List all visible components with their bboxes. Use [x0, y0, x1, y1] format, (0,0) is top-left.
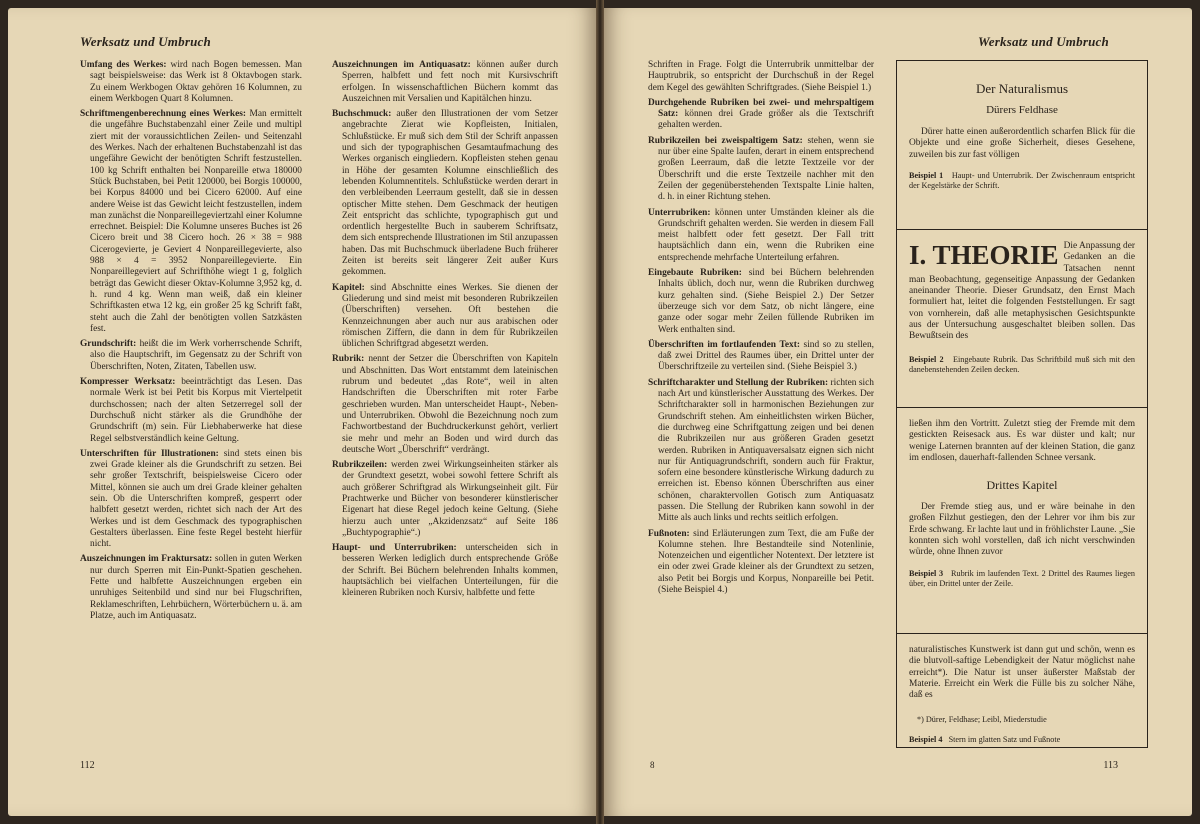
glossary-text: können außer durch Sperren, halbfett und fett noch mit Kursivschrift erfolgen. In wissenschaftlichen Büchern kommt das Auszeichnen mit Versalien und Kapitälchen hinzu.	[342, 60, 559, 104]
glossary-text: sind so zu stellen, daß zwei Drittel des Raumes über, ein Drittel unter der Überschriftzeile zu verteilen sind. (Siehe Beispiel 3.)	[658, 339, 874, 373]
glossary-term: Durchgehende Rubriken bei zwei- und mehrspaltigem Satz:	[648, 97, 874, 120]
right-page	[604, 8, 1192, 816]
glossary-entry	[80, 339, 302, 373]
glossary-term: Fußnoten:	[648, 528, 690, 539]
example-4-footnote: *) Dürer, Feldhase; Leibl, Miederstudie	[917, 715, 1047, 725]
glossary-text: können unter Umständen kleiner als die Grundschrift gehalten werden. Sie werden in diesem Fall meist halbfett oder fett gesetzt. Der Fall tritt hauptsächlich dann ein, wenn die Rubriken eine entsprechende mehrfache Unterteilung erfahren.	[658, 207, 874, 263]
example-3-caption	[909, 569, 1135, 589]
example-4-caption	[909, 735, 1135, 745]
example-3-title: Drittes Kapitel	[986, 478, 1058, 493]
glossary-text: nennt der Setzer die Überschriften von Kapiteln und Abschnitten. Das Wort entstammt dem lateinischen rubrum und bedeutet „das Rote“, weil in alten Handschriften die Überschriften mit roter Farbe geschrieben wurden. Man unterscheidet Haupt-, Neben- und Unterrubriken. Obwohl die Bezeichnung noch zum Fachwortbestand der Buchdruckerkunst gehört, verliert sie mehr und mehr an Boden und wird durch das deutsche Wort „Überschrift“ verdrängt.	[342, 354, 558, 455]
glossary-entry	[80, 377, 302, 445]
glossary-entry	[332, 543, 558, 599]
example-2	[897, 241, 1147, 375]
left-page	[8, 8, 596, 816]
example-4-text: naturalistisches Kunstwerk ist dann gut und schön, wenn es die blutvoll-saftige Lebendigkeit der Natur möglichst nahe erreicht*). Die Natur ist unser äußerster Maßstab der Materie. Erreicht ein Werk die Fülle bis zu solcher Nähe, daß es	[909, 645, 1135, 701]
glossary-term: Rubrik:	[332, 354, 365, 365]
glossary-entry	[332, 460, 558, 539]
glossary-entry	[648, 208, 874, 264]
glossary-entry	[80, 60, 302, 105]
glossary-text: können drei Grade größer als die Textschrift gehalten werden.	[658, 109, 874, 131]
left-column-2	[332, 60, 558, 604]
glossary-term: Rubrikzeilen:	[332, 460, 388, 471]
example-2-caption	[909, 353, 1135, 375]
glossary-entry	[648, 98, 874, 132]
example-3	[897, 419, 1147, 589]
glossary-term: Unterschriften für Illustrationen:	[80, 448, 219, 459]
glossary-entry	[648, 60, 874, 94]
glossary-text: stehen, wenn sie nur über eine Spalte laufen, derart in einem entsprechend großen Leerraum, daß die letzte Textzeile vor der Überschrift und die erste Textzeile nachher mit den Zeilen der gegenüberstehenden Textspalte Linie halten, d. h. in einer Richtung stehen.	[658, 135, 874, 203]
glossary-text: sind stets einen bis zwei Grade kleiner als die Grundschrift zu setzen. Bei sehr großer Textschrift, beispielsweise Cicero oder Mittel, können sie auch um drei Grade kleiner gehalten sein. Ob die Unterschriften kompreß, gesperrt oder halbfett gesetzt werden, richtet sich nach der Art des Werkes und ist dem Geschmack des typographischen Gestalters überlassen. Eine feste Regel besteht hierfür nicht.	[90, 448, 302, 550]
glossary-term: Überschriften im fortlaufenden Text:	[648, 339, 800, 350]
example-1-text: Dürer hatte einen außerordentlich scharfen Blick für die Objekte und eine große Sicherheit, dieses Gesehene, zuweilen bis zur fast völligen	[909, 127, 1135, 160]
glossary-entry	[648, 340, 874, 374]
glossary-term: Schriftcharakter und Stellung der Rubriken:	[648, 377, 829, 388]
glossary-entry	[80, 449, 302, 551]
glossary-term: Auszeichnungen im Antiquasatz:	[332, 60, 471, 70]
glossary-entry	[648, 268, 874, 336]
left-column-1	[80, 60, 302, 626]
glossary-term: Auszeichnungen im Fraktursatz:	[80, 554, 213, 565]
glossary-term: Eingebaute Rubriken:	[648, 268, 742, 279]
example-1-caption-text: Haupt- und Unterrubrik. Der Zwischenraum entspricht der Kegelstärke der Schrift.	[909, 170, 1136, 190]
example-1-label: Beispiel 1	[909, 170, 944, 180]
glossary-text: richten sich nach Art und künstlerischer Ausstattung des Werkes. Der Schriftcharakter soll in harmonischen Beziehungen zur Grundschrift stehen. Am einheitlichsten wirken Bücher, die durchweg eine Schriftgattung zeigen und bei denen die Rubrikzeilen nur aus größeren Graden gesetzt werden. Rubriken in Antiquaversalsatz eignen sich nicht nur für Antiquagrundschrift, sondern auch für Fraktur, sofern eine besondere künstlerische Wirkung dadurch zu erreichen ist. Ebenso können Überschriften aus einer schönen, charaktervollen Gotisch zum Antiquasatz passen. Die Stellung der Rubriken kann sowohl in der Mitte als auch links und rechts seitlich erfolgen.	[658, 377, 874, 524]
glossary-term: Rubrikzeilen bei zweispaltigem Satz:	[648, 135, 803, 146]
folio-left: 112	[80, 760, 95, 771]
signature-mark: 8	[650, 760, 655, 770]
divider-2	[897, 407, 1147, 408]
example-2-heading: I. THEORIE	[909, 240, 1059, 270]
glossary-term: Buchschmuck:	[332, 109, 392, 120]
glossary-term: Unterrubriken:	[648, 207, 711, 218]
example-4-caption-text: Stern im glatten Satz und Fußnote	[948, 735, 1061, 745]
glossary-text: Man ermittelt die ungefähre Buchstabenzahl einer Zeile und multipl ziert mit der voraussichtlichen Zeilen- und Seitenzahl des Werkes. Nach der erhaltenen Buchstabenzahl ist das ungefähre Gewicht der benötigten Schrift festzustellen. 100 kg Schrift enthalten bei Nonpareille etwa 180000 Stück Buchstaben, bei Petit 120000, bei Borgis 100000, bei Korpus 84000 und bei Cicero 62000. Auf eine andere Weise ist das Gewicht leicht festzustellen, indem man zunächst die Nonpareillegeviertzahl einer Kolumne errechnet. Beispiel: Die Kolumne unseres Buches ist 26 Cicero breit und 38 Cicero hoch. 26 × 38 = 988 Cicerogevierte, je Geviert 4 Nonpareillegevierte, also 988 × 4 = 3952 Nonpareillegevierte. Ein Nonpareillegeviert auf Schrifthöhe wiegt 1 g, folglich beträgt das Gewicht dieser Oktav-Kolumne 3,952 kg, d. h. rund 4 kg. Wenn man weiß, daß ein kleiner Schriftkasten etwa 12 kg, ein großer 25 kg Schrift faßt, steht auch die Zahl der benötigten vollen Satzkästen fest.	[90, 109, 302, 334]
example-1-title: Der Naturalismus	[975, 81, 1069, 96]
glossary-entry	[332, 283, 558, 351]
right-column	[648, 60, 874, 600]
book-gutter	[596, 0, 604, 824]
glossary-entry	[80, 109, 302, 335]
glossary-text: heißt die im Werk vorherrschende Schrift, also die Hauptschrift, im Gegensatz zu der Schrift von Überschriften, Noten, Zitaten, Tabellen usw.	[90, 339, 302, 372]
glossary-text: wird nach Bogen bemessen. Man sagt beispielsweise: das Werk ist 8 Oktavbogen stark. Zu einem Werkbogen Oktav gehören 16 Kolumnen, zu einem Werkbogen Quart 8 Kolumnen.	[90, 60, 302, 104]
glossary-term: Schriftmengenberechnung eines Werkes:	[80, 109, 247, 120]
example-3-text-before: ließen ihm den Vortritt. Zuletzt stieg der Fremde mit dem gestickten Reisesack aus. Es war düster und kalt; nur wenige Laternen brannten auf der kleinen Station, die ganz im endlosen, dauerhaft-fallenden Schnee versank.	[909, 419, 1135, 463]
example-4-label: Beispiel 4	[909, 735, 943, 745]
divider-1	[897, 229, 1147, 230]
glossary-text: Schriften in Frage. Folgt die Unterrubrik unmittelbar der Hauptrubrik, so entspricht der Durchschuß in der Regel dem Kegel des gewählten Schriftgrades. (Siehe Beispiel 1.)	[648, 60, 874, 93]
running-head-left: Werksatz und Umbruch	[80, 34, 211, 49]
glossary-term: Grundschrift:	[80, 339, 137, 350]
glossary-entry	[332, 354, 558, 456]
example-1-caption	[909, 171, 1135, 191]
glossary-text: unterscheiden sich in besseren Werken lediglich durch entsprechende Größe der Schrift. Bei Büchern belehrenden Inhalts kommen, hauptsächlich bei vielfachen Unterteilungen, für die kleineren Rubriken noch Kursiv, halbfette und fette	[342, 543, 558, 599]
example-1-subtitle: Dürers Feldhase	[986, 104, 1058, 116]
example-2-text: Die Anpassung der Gedanken an die Tatsachen nennt man Beobachtung, gegenseitige Anpassung der Gedanken aneinander Theorie. Dieser Grundsatz, den Ernst Mach formuliert hat, leitet die folgenden Feststellungen. Er sagt von vornherein, daß alle metaphysischen Gesichtspunkte aus der Untersuchung ausgeschaltet bleiben sollen. Das Bewußtsein des	[909, 241, 1135, 342]
glossary-text: beeinträchtigt das Lesen. Das normale Werk ist bei Petit bis Korpus mit Viertelpetit durchschossen; nach der alten Setzerregel soll der Durchschuß nicht stärker als die Grundhöhe der Grundschrift (m) sein. Für Liebhaberwerke hat diese Regel selbstverständlich keine Geltung.	[90, 377, 302, 444]
example-3-label: Beispiel 3	[909, 568, 944, 578]
example-1	[897, 79, 1147, 191]
example-3-caption-text: Rubrik im laufenden Text. 2 Drittel des Raumes liegen über, ein Drittel unter der Zeile.	[909, 568, 1136, 588]
glossary-term: Haupt- und Unterrubriken:	[332, 543, 457, 554]
divider-3	[897, 633, 1147, 634]
glossary-entry	[648, 529, 874, 597]
glossary-entry	[80, 554, 302, 622]
glossary-text: sollen in guten Werken nur durch Sperren mit Ein-Punkt-Spatien geschehen. Fette und halbfette Auszeichnungen ergeben ein unruhiges Seitenbild und sind nur bei Flugschriften, Reklameschriften, Lehrbüchern, Wörterbüchern u. ä. am Platze, auch im Antiquasatz.	[90, 554, 302, 621]
glossary-text: sind Erläuterungen zum Text, die am Fuße der Kolumne stehen. Ihre Bestandteile sind Notenlinie, Notenzeichen und eigentlicher Notentext. Der letztere ist ein oder zwei Grade kleiner als der Grundtext zu setzen, also Petit bei Borgis und Korpus, Nonpareille bei Petit. (Siehe Beispiel 4.)	[658, 528, 874, 596]
glossary-entry	[332, 60, 558, 105]
glossary-text: sind Abschnitte eines Werkes. Sie dienen der Gliederung und sind meist mit besonderen Rubrikzeilen (Überschriften) versehen. Oft bestehen die Kennzeichnungen aber auch nur aus arabischen oder römischen Ziffern, die dann in dem für Rubrikzeilen üblichen Schriftgrad abgesetzt werden.	[342, 282, 558, 350]
glossary-term: Umfang des Werkes:	[80, 60, 167, 70]
glossary-text: werden zwei Wirkungseinheiten stärker als der Grundtext gesetzt, wobei sowohl fettere Schrift als auch größerer Schriftgrad als Wirkungseinheit gilt. Für Prachtwerke und Bücher von besonderer künstlerischer Eigenart hat diese Regel jedoch keine Geltung. (Siehe hierzu auch unter „Akzidenzsatz“ auf Seite 186 „Buchtypographie“.)	[342, 460, 558, 538]
glossary-text: sind bei Büchern belehrenden Inhalts üblich, doch nur, wenn die Rubriken durchweg kurz gehalten sind. (Siehe Beispiel 2.) Der Setzer überzeuge sich vor dem Satz, ob nicht längere, eine ganze oder sogar mehr Zeilen füllende Rubriken im Werk enthalten sind.	[658, 268, 874, 335]
example-3-text-after: Der Fremde stieg aus, und er wäre beinahe in den großen Filzhut gestiegen, den der Lehrer vor ihm bis zur Erde schwang. Er lachte laut und in fröhlichster Laune. „Sie konnten sich wohl vorstellen, daß ich nicht verschwinden würde, ohne Ihnen zuvor	[909, 502, 1135, 558]
glossary-term: Kapitel:	[332, 282, 365, 293]
glossary-text: außer den Illustrationen der vom Setzer angebrachte Zierat wie Kopfleisten, Initialen, Schlußstücke. Er muß sich dem Stil der Schrift anpassen und sich der typographischen Gesamtaufmachung des Werkes organisch eingliedern. Kopfleisten stehen genau in Höhe der gesamten Kolumne einschließlich des lebenden Kolumnentitels. Schlußstücke werden derart in den verbleibenden Leerraum gestellt, daß sie in dessen optischer Mitte stehen. Dem Geschmack der heutigen Zeit entspricht das schlichte, typographisch gut und ordentlich hergestellte Buch in sauberem Schriftsatz, dem sich entsprechende Illustrationen im Stil anzupassen haben. Das mit Buchschmuck überladene Buch früherer Zeiten ist bereits seit längerer Zeit außer Kurs gekommen.	[342, 109, 558, 278]
running-head-right: Werksatz und Umbruch	[978, 34, 1109, 49]
glossary-entry	[648, 378, 874, 525]
example-4	[897, 645, 1147, 745]
folio-right: 113	[1103, 760, 1118, 771]
glossary-entry	[648, 136, 874, 204]
examples-box	[896, 60, 1148, 748]
example-2-caption-text: Eingebaute Rubrik. Das Schriftbild muß sich mit den danebenstehenden Zeilen decken.	[909, 354, 1136, 374]
example-2-label: Beispiel 2	[909, 354, 944, 364]
glossary-entry	[332, 109, 558, 278]
glossary-term: Kompresser Werksatz:	[80, 377, 176, 388]
